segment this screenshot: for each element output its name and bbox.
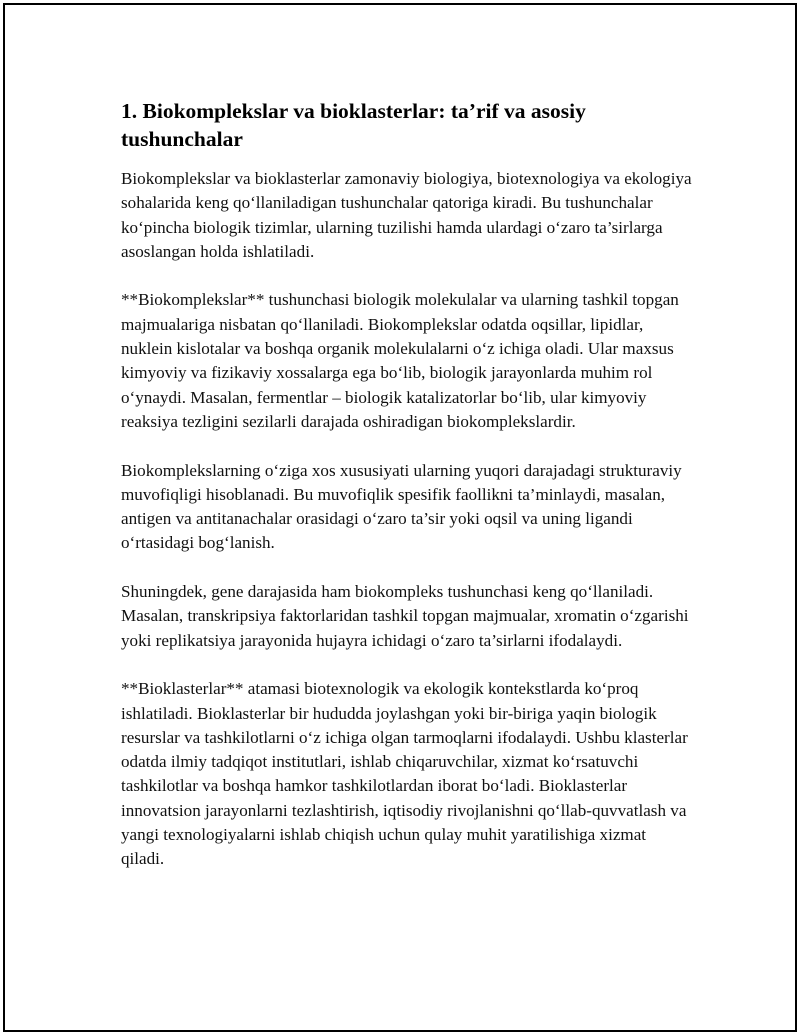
paragraph-gene-level: Shuningdek, gene darajasida ham biokompleks tushunchasi keng qo‘llaniladi. Masalan, transkripsiya faktorlaridan tashkil topgan majmualar, xromatin o‘zgarishi yoki replikatsiya jarayonida hujayra ichidagi o‘zaro ta’sirlarni ifodalaydi. (121, 582, 689, 650)
section-heading: 1. Biokomplekslar va bioklasterlar: ta’rif va asosiy tushunchalar (121, 99, 586, 151)
document-body (121, 97, 693, 896)
paragraph-bioklasterlar: **Bioklasterlar** atamasi biotexnologik va ekologik kontekstlarda ko‘proq ishlatiladi. Bioklasterlar bir hududda joylashgan yoki bir-biriga yaqin biologik resurslar va tashkilotlarni o‘z ichiga olgan tarmoqlarni ifodalaydi. Ushbu klasterlar odatda ilmiy tadqiqot institutlari, ishlab chiqaruvchilar, xizmat ko‘rsatuvchi tashkilotlar va boshqa hamkor tashkilotlardan iborat bo‘ladi. Bioklasterlar innovatsion jarayonlarni tezlashtirish, iqtisodiy rivojlanishni qo‘llab-quvvatlash va yangi texnologiyalarni ishlab chiqish uchun qulay muhit yaratilishiga xizmat qiladi. (121, 679, 688, 869)
paragraph-biokomplekslar: **Biokomplekslar** tushunchasi biologik molekulalar va ularning tashkil topgan majmualariga nisbatan qo‘llaniladi. Biokomplekslar odatda oqsillar, lipidlar, nuklein kislotalar va boshqa organik molekulalarni o‘z ichiga oladi. Ular maxsus kimyoviy va fizikaviy xossalarga ega bo‘lib, biologik jarayonlarda muhim rol o‘ynaydi. Masalan, fermentlar – biologik katalizatorlar bo‘lib, ular kimyoviy reaksiya tezligini sezilarli darajada oshiradigan biokomplekslardir. (121, 290, 679, 431)
paragraph-structural-compatibility: Biokomplekslarning o‘ziga xos xususiyati ularning yuqori darajadagi strukturaviy muvofiqligi hisoblanadi. Bu muvofiqlik spesifik faollikni ta’minlaydi, masalan, antigen va antitanachalar orasidagi o‘zaro ta’sir yoki oqsil va uning ligandi o‘rtasidagi bog‘lanish. (121, 460, 682, 553)
paragraph-intro: Biokomplekslar va bioklasterlar zamonaviy biologiya, biotexnologiya va ekologiya sohalarida keng qo‘llaniladigan tushunchalar qatoriga kiradi. Bu tushunchalar ko‘pincha biologik tizimlar, ularning tuzilishi hamda ulardagi o‘zaro ta’sirlarga asoslangan holda ishlatiladi. (121, 169, 692, 261)
document-page (3, 3, 797, 1032)
